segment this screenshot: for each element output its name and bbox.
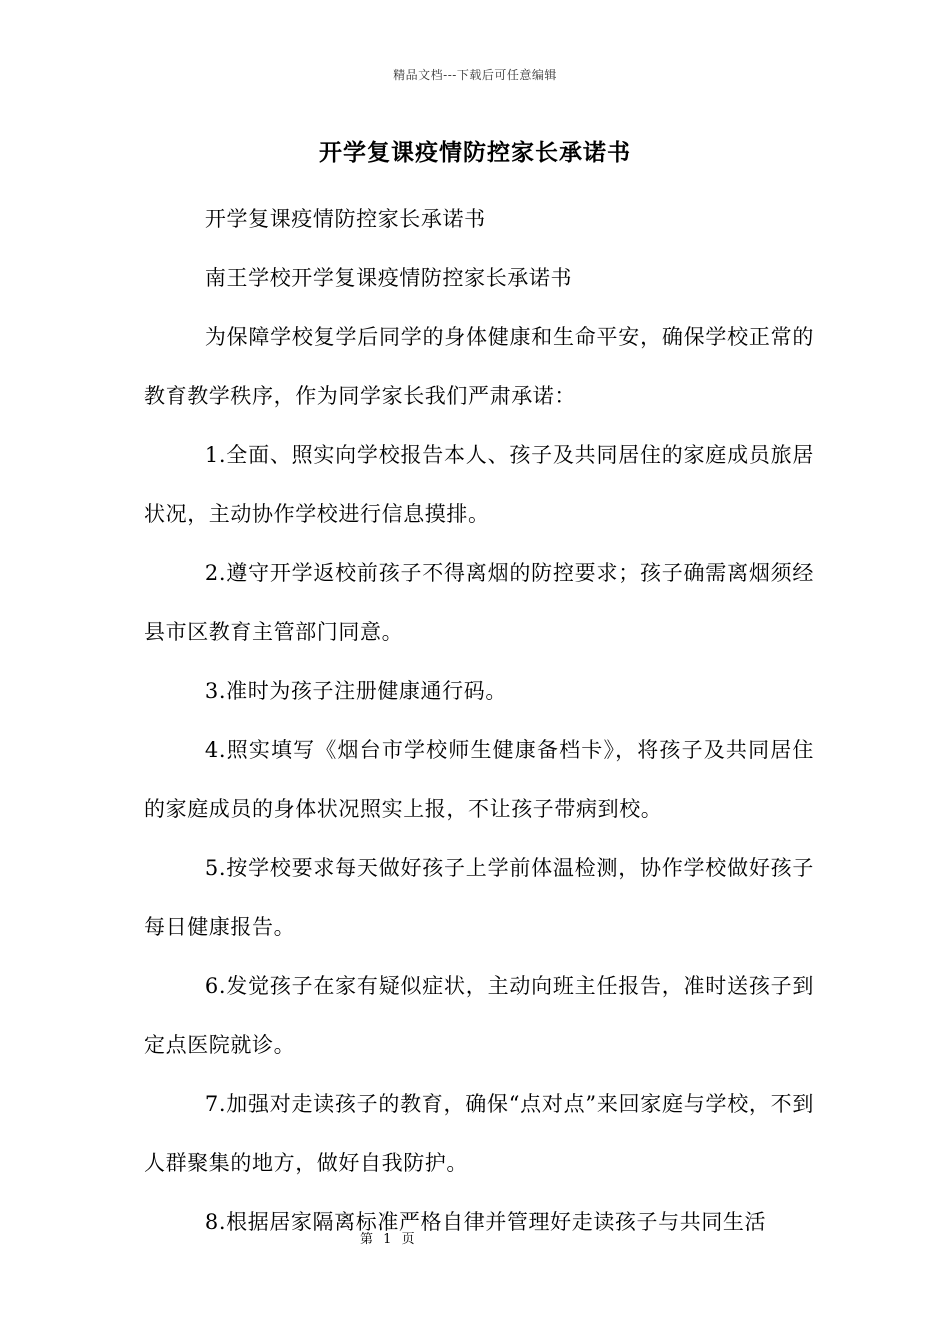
footer-prefix: 第 (360, 1232, 374, 1247)
page-footer (360, 1228, 421, 1247)
header-note: 精品文档---下载后可任意编辑 (393, 68, 557, 82)
page-number: 1 (383, 1232, 392, 1247)
paragraph-item-2: 2.遵守开学返校前孩子不得离烟的防控要求；孩子确需离烟须经县市区教育主管部门同意。 (144, 561, 814, 644)
paragraph-item-7: 7.加强对走读孩子的教育，确保“点对点”来回家庭与学校，不到人群聚集的地方，做好自我防护。 (144, 1092, 814, 1175)
paragraph-item-4: 4.照实填写《烟台市学校师生健康备档卡》，将孩子及共同居住的家庭成员的身体状况照实上报，不让孩子带病到校。 (144, 738, 814, 821)
document-title: 开学复课疫情防控家长承诺书 (319, 139, 631, 166)
paragraph-intro: 为保障学校复学后同学的身体健康和生命平安，确保学校正常的教育教学秩序，作为同学家长我们严肃承诺： (144, 325, 814, 408)
paragraph-item-6: 6.发觉孩子在家有疑似症状，主动向班主任报告，准时送孩子到定点医院就诊。 (144, 974, 814, 1057)
paragraph-item-3: 3.准时为孩子注册健康通行码。 (204, 679, 507, 703)
paragraph-item-8: 8.根据居家隔离标准严格自律并管理好走读孩子与共同生活 (204, 1210, 767, 1234)
document-body (144, 190, 814, 1252)
paragraph-item-1: 1.全面、照实向学校报告本人、孩子及共同居住的家庭成员旅居状况，主动协作学校进行信息摸排。 (144, 443, 814, 526)
paragraph-school-title: 南王学校开学复课疫情防控家长承诺书 (204, 266, 573, 290)
footer-suffix: 页 (401, 1232, 415, 1247)
paragraph-item-5: 5.按学校要求每天做好孩子上学前体温检测，协作学校做好孩子每日健康报告。 (144, 856, 814, 939)
paragraph-subtitle: 开学复课疫情防控家长承诺书 (204, 207, 486, 231)
